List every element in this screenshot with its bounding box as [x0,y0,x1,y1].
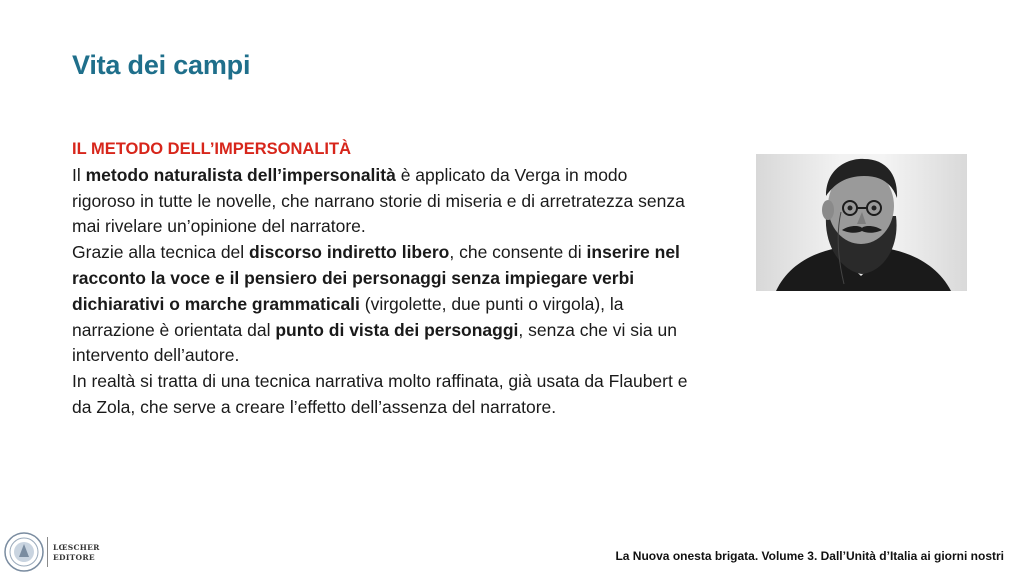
text-run: , senza che vi sia un intervento dell’autore. [72,319,677,366]
publisher-name: LŒSCHER [53,543,100,552]
text-run: Grazie alla tecnica del [72,242,250,263]
publisher-seal-icon [3,531,47,573]
bold-run: metodo naturalista dell’impersonalità [85,164,396,185]
publisher-logo [3,531,113,573]
bold-run: punto di vista dei personaggi [275,319,519,340]
paragraph-2 [72,240,692,369]
footer-book-title: La Nuova onesta brigata. Volume 3. Dall’Unità d’Italia ai giorni nostri [615,549,1004,563]
text-body [72,137,692,421]
paragraph-3 [72,369,692,421]
text-run: è applicato da Verga in modo rigoroso in tutte le novelle, che narrano storie di miseria e di arretratezza senza mai rivelare un’opinione del narratore. [72,164,685,237]
author-portrait [756,154,967,291]
paragraph-1 [72,163,692,240]
text-run: Il [72,164,86,185]
slide-title: Vita dei campi [72,50,251,80]
text-run: In realtà si tratta di una tecnica narrativa molto raffinata, già usata da Flaubert e da Zola, che serve a creare l’effetto dell’assenza del narratore. [72,371,688,417]
portrait-photo [756,154,967,291]
publisher-subtitle: EDITORE [53,553,95,562]
bold-run: discorso indiretto libero [249,242,450,263]
text-run: (virgolette, due punti o virgola), la narrazione è orientata dal [72,293,624,340]
section-heading: IL METODO DELL’IMPERSONALITÀ [72,140,351,158]
bold-run: inserire nel racconto la voce e il pensiero dei personaggi senza impiegare verbi dichiarativi o marche grammaticali [72,242,680,314]
logo-divider [47,537,48,567]
text-run: , che consente di [449,242,587,263]
